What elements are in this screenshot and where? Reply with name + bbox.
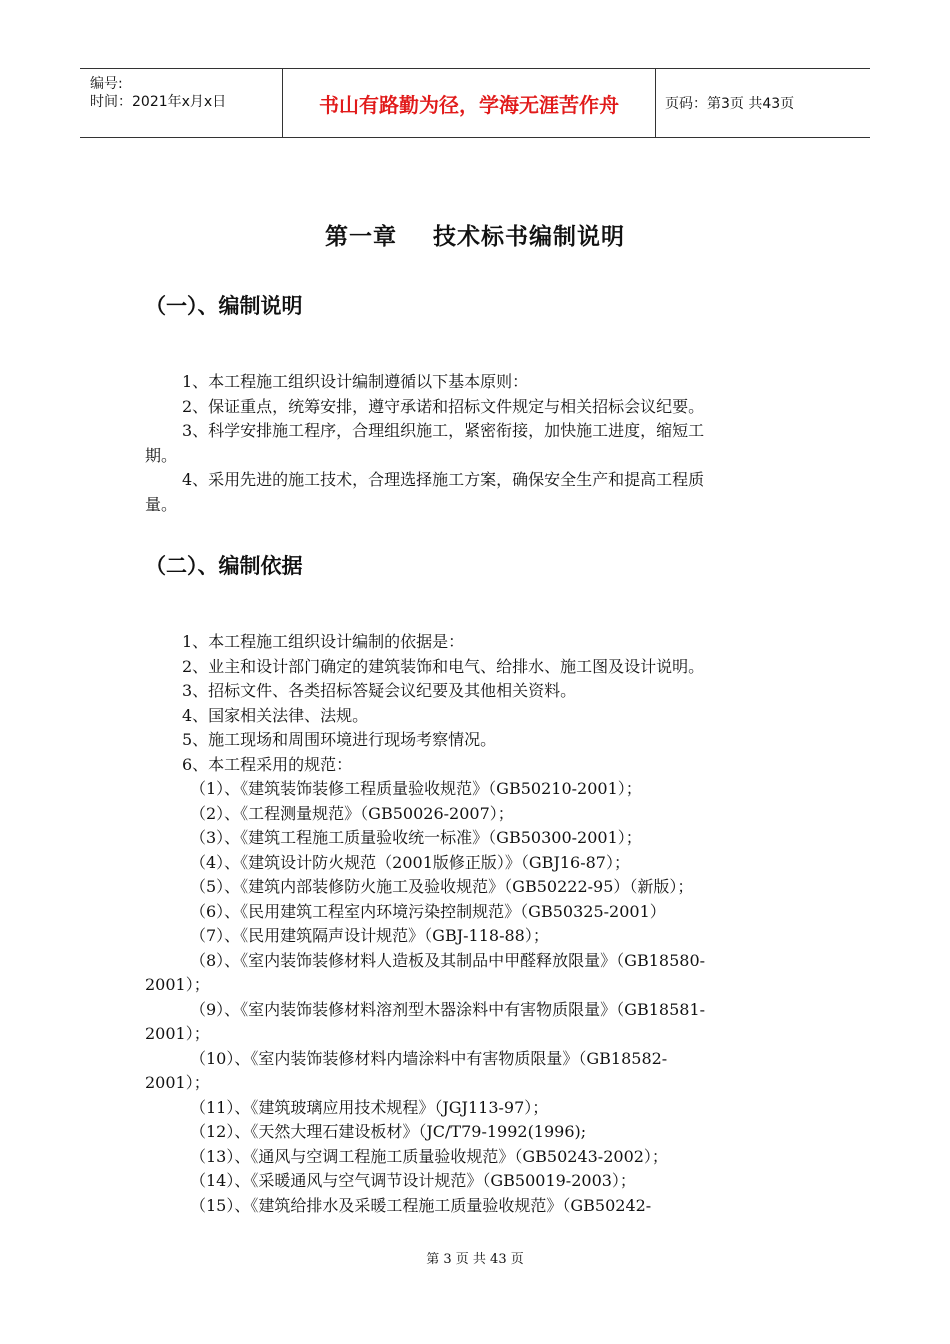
body-line: （15）、《建筑给排水及采暖工程施工质量验收规范》（GB50242- (190, 1195, 652, 1215)
body-line: （10）、《室内装饰装修材料内墙涂料中有害物质限量》（GB18582- (190, 1048, 668, 1068)
header-meta (80, 69, 282, 137)
body-line: 2、业主和设计部门确定的建筑装饰和电气、给排水、施工图及设计说明。 (182, 656, 705, 676)
document-number-label: 编号: (90, 76, 123, 92)
section-heading-2: （二）、编制依据 (145, 554, 303, 578)
body-line: （7）、《民用建筑隔声设计规范》（GBJ-118-88）； (190, 926, 549, 945)
chapter-title: 第一章 技术标书编制说明 (324, 224, 626, 250)
body-line: （1）、《建筑装饰装修工程质量验收规范》（GB50210-2001）； (190, 779, 642, 798)
body-line: 量。 (145, 494, 178, 514)
body-line: （12）、《天然大理石建设板材》（JC/T79-1992(1996); (190, 1122, 587, 1141)
section-heading-1: （一）、编制说明 (145, 294, 303, 318)
body-line: （14）、《采暖通风与空气调节设计规范》（GB50019-2003）； (190, 1171, 636, 1190)
body-line: 1、本工程施工组织设计编制遵循以下基本原则： (182, 372, 529, 391)
body-line: （11）、《建筑玻璃应用技术规程》（JGJ113-97）； (190, 1097, 549, 1117)
body-line: 3、招标文件、各类招标答疑会议纪要及其他相关资料。 (182, 681, 577, 700)
body-line: 2001）； (145, 1073, 210, 1092)
body-line: （13）、《通风与空调工程施工质量验收规范》（GB50243-2002）； (190, 1146, 668, 1166)
body-line: 1、本工程施工组织设计编制的依据是： (182, 632, 465, 651)
section-body-2 (145, 630, 810, 1218)
page-header (80, 68, 870, 138)
body-line: 3、科学安排施工程序，合理组织施工，紧密衔接，加快施工进度，缩短工 (182, 421, 705, 440)
body-line: 2001）； (145, 975, 210, 994)
body-line: 期。 (145, 445, 178, 465)
document-time-label: 时间：2021年x月x日 (90, 94, 227, 110)
body-line: （4）、《建筑设计防火规范（2001版修正版）》（GBJ16-87）； (190, 852, 630, 872)
body-line: （3）、《建筑工程施工质量验收统一标准》（GB50300-2001）； (190, 828, 642, 847)
body-line: （8）、《室内装饰装修材料人造板及其制品中甲醛释放限量》（GB18580- (190, 950, 706, 970)
body-line: 6、本工程采用的规范： (182, 754, 353, 774)
body-line: 2、保证重点，统筹安排，遵守承诺和招标文件规定与相关招标会议纪要。 (182, 396, 705, 416)
body-line: 4、国家相关法律、法规。 (182, 705, 369, 725)
header-page-label: 页码：第3页 共43页 (665, 96, 795, 112)
body-line: （9）、《室内装饰装修材料溶剂型木器涂料中有害物质限量》（GB18581- (190, 999, 706, 1019)
body-line: 2001）； (145, 1024, 210, 1043)
body-line: 4、采用先进的施工技术，合理选择施工方案，确保安全生产和提高工程质 (182, 470, 705, 489)
header-motto: 书山有路勤为径，学海无涯苦作舟 (282, 69, 656, 137)
body-line: （5）、《建筑内部装修防火施工及验收规范》（GB50222-95）（新版）； (190, 877, 694, 896)
body-line: （2）、《工程测量规范》（GB50026-2007）； (190, 803, 514, 823)
body-line: （6）、《民用建筑工程室内环境污染控制规范》（GB50325-2001） (190, 901, 666, 921)
body-line: 5、施工现场和周围环境进行现场考察情况。 (182, 730, 497, 749)
page-footer: 第 3 页 共 43 页 (426, 1252, 524, 1267)
section-body-1 (145, 370, 810, 517)
